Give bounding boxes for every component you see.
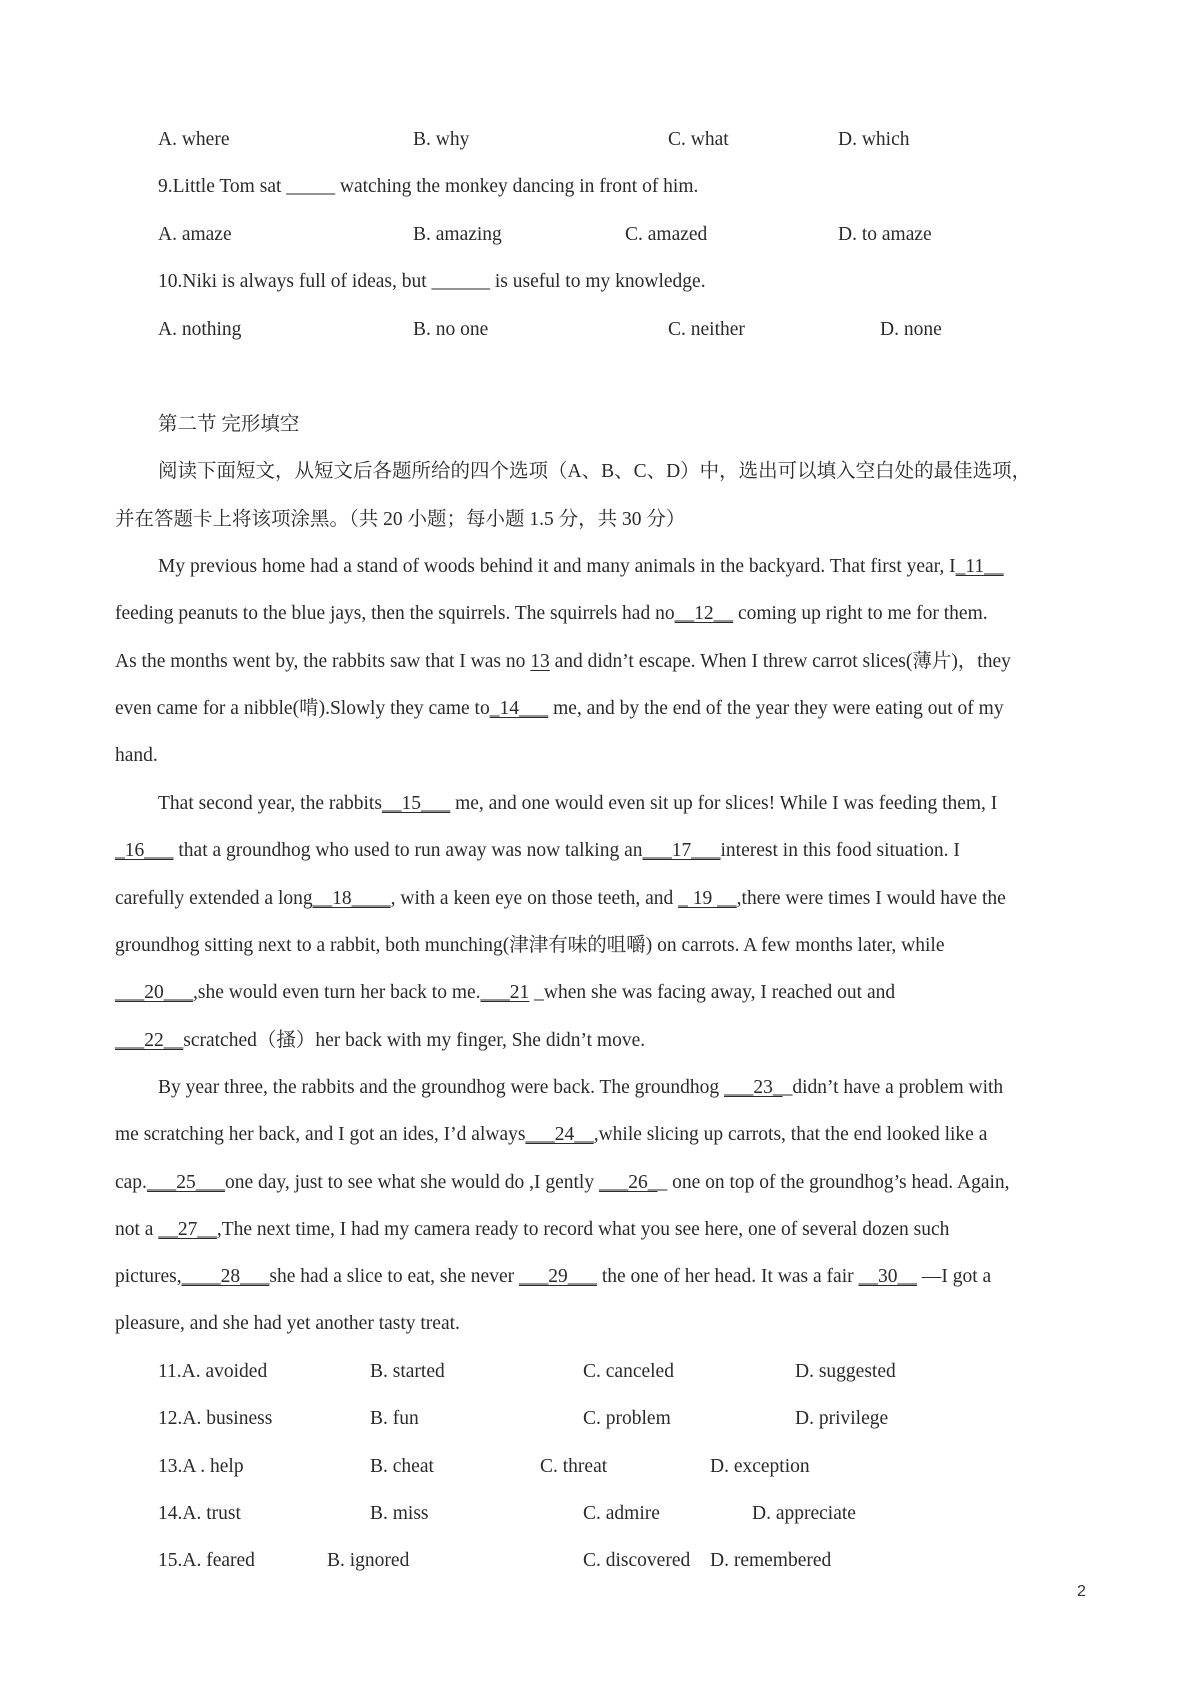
passage-line: ___22__scratched（搔）her back with my finger, She didn’t move. — [115, 1030, 646, 1051]
option-a: 15.A. feared — [158, 1550, 255, 1571]
passage-line: pleasure, and she had yet another tasty treat. — [115, 1313, 460, 1334]
passage-line: cap.___25___one day, just to see what she would do ,I gently ___26__ one on top of the groundhog’s head. Again, — [115, 1172, 1010, 1193]
blank-14: _14___ — [489, 698, 549, 719]
option-a: A. where — [158, 129, 230, 150]
option-c: C. neither — [668, 319, 745, 340]
blank-22: ___22__ — [115, 1030, 184, 1051]
option-b: B. amazing — [413, 224, 502, 245]
option-a: 14.A. trust — [158, 1503, 241, 1524]
option-d: D. appreciate — [752, 1503, 856, 1524]
passage-line: even came for a nibble(啃).Slowly they came to_14___ me, and by the end of the year they were eating out of my — [115, 698, 1004, 719]
option-b: B. started — [370, 1361, 445, 1382]
passage-line: My previous home had a stand of woods behind it and many animals in the backyard. That first year, I_11__ — [158, 556, 1004, 577]
blank-29: ___29___ — [518, 1266, 597, 1287]
passage-line: feeding peanuts to the blue jays, then the squirrels. The squirrels had no__12__ coming up right to me for them. — [115, 603, 988, 624]
question-9: 9.Little Tom sat _____ watching the monkey dancing in front of him. — [158, 176, 699, 197]
option-c: C. threat — [540, 1456, 608, 1477]
option-c: C. admire — [583, 1503, 660, 1524]
blank-28: ____28___ — [181, 1266, 270, 1287]
blank-21: ___21 — [480, 982, 530, 1003]
blank-11: _11__ — [955, 556, 1004, 577]
blank-16: _16___ — [115, 840, 174, 861]
option-a: 11.A. avoided — [158, 1361, 268, 1382]
blank-12: __12__ — [674, 603, 734, 624]
option-a: 13.A . help — [158, 1456, 244, 1477]
passage-line: As the months went by, the rabbits saw that I was no 13 and didn’t escape. When I threw carrot slices(薄片)，they — [115, 651, 1011, 672]
passage-line: That second year, the rabbits__15___ me, and one would even sit up for slices! While I was feeding them, I — [158, 793, 998, 814]
passage-line: me scratching her back, and I got an ides, I’d always___24__,while slicing up carrots, that the end looked like a — [115, 1124, 988, 1145]
option-b: B. fun — [370, 1408, 419, 1429]
option-d: D. which — [838, 129, 910, 150]
blank-26: ___26_ — [598, 1172, 658, 1193]
option-c: C. problem — [583, 1408, 671, 1429]
option-d: D. privilege — [795, 1408, 889, 1429]
option-a: 12.A. business — [158, 1408, 273, 1429]
option-b: B. miss — [370, 1503, 429, 1524]
option-a: A. amaze — [158, 224, 232, 245]
instructions-line-1: 阅读下面短文，从短文后各题所给的四个选项（A、B、C、D）中，选出可以填入空白处的最佳选项， — [158, 461, 1032, 482]
blank-17: ___17___ — [642, 840, 721, 861]
passage-line: _16___ that a groundhog who used to run away was now talking an___17___interest in this food situation. I — [115, 840, 960, 861]
option-c: C. what — [668, 129, 729, 150]
option-a: A. nothing — [158, 319, 242, 340]
passage-line: ___20___,she would even turn her back to me.___21 _when she was facing away, I reached out and — [115, 982, 896, 1003]
option-d: D. to amaze — [838, 224, 932, 245]
blank-18: __18____ — [312, 888, 391, 909]
blank-27: __27__ — [158, 1219, 217, 1240]
section-title: 第二节 完形填空 — [158, 414, 300, 435]
passage-line: hand. — [115, 745, 158, 766]
blank-23: ___23_ — [724, 1077, 783, 1098]
option-b: B. cheat — [370, 1456, 434, 1477]
blank: ______ — [431, 271, 491, 292]
option-d: D. exception — [710, 1456, 810, 1477]
option-b: B. no one — [413, 319, 489, 340]
option-d: D. remembered — [710, 1550, 832, 1571]
page-number: 2 — [1077, 1583, 1086, 1600]
option-d: D. none — [880, 319, 942, 340]
blank-13: 13 — [530, 651, 550, 672]
passage-line: pictures,____28___she had a slice to eat, she never ___29___ the one of her head. It was a fair __30__ —I got a — [115, 1266, 992, 1287]
blank-30: __30__ — [858, 1266, 917, 1287]
option-c: C. canceled — [583, 1361, 674, 1382]
blank-19: _ 19 __ — [678, 888, 737, 909]
question-10: 10.Niki is always full of ideas, but ______ is useful to my knowledge. — [158, 271, 706, 292]
blank-15: __15___ — [381, 793, 451, 814]
blank-25: ___25___ — [146, 1172, 225, 1193]
instructions-line-2: 并在答题卡上将该项涂黑。（共 20 小题；每小题 1.5 分，共 30 分） — [115, 509, 686, 530]
blank-20: ___20___ — [115, 982, 193, 1003]
option-c: C. discovered — [583, 1550, 691, 1571]
passage-line: groundhog sitting next to a rabbit, both munching(津津有味的咀嚼) on carrots. A few months later, while — [115, 935, 945, 956]
passage-line: not a __27__,The next time, I had my camera ready to record what you see here, one of several dozen such — [115, 1219, 950, 1240]
passage-line: carefully extended a long__18____, with a keen eye on those teeth, and _ 19 __,there were times I would have the — [115, 888, 1006, 909]
blank-24: ___24__ — [525, 1124, 594, 1145]
passage-line: By year three, the rabbits and the groundhog were back. The groundhog ___23__didn’t have a problem with — [158, 1077, 1004, 1098]
blank: _____ — [286, 176, 336, 197]
option-c: C. amazed — [625, 224, 708, 245]
option-b: B. ignored — [327, 1550, 410, 1571]
option-b: B. why — [413, 129, 470, 150]
option-d: D. suggested — [795, 1361, 896, 1382]
